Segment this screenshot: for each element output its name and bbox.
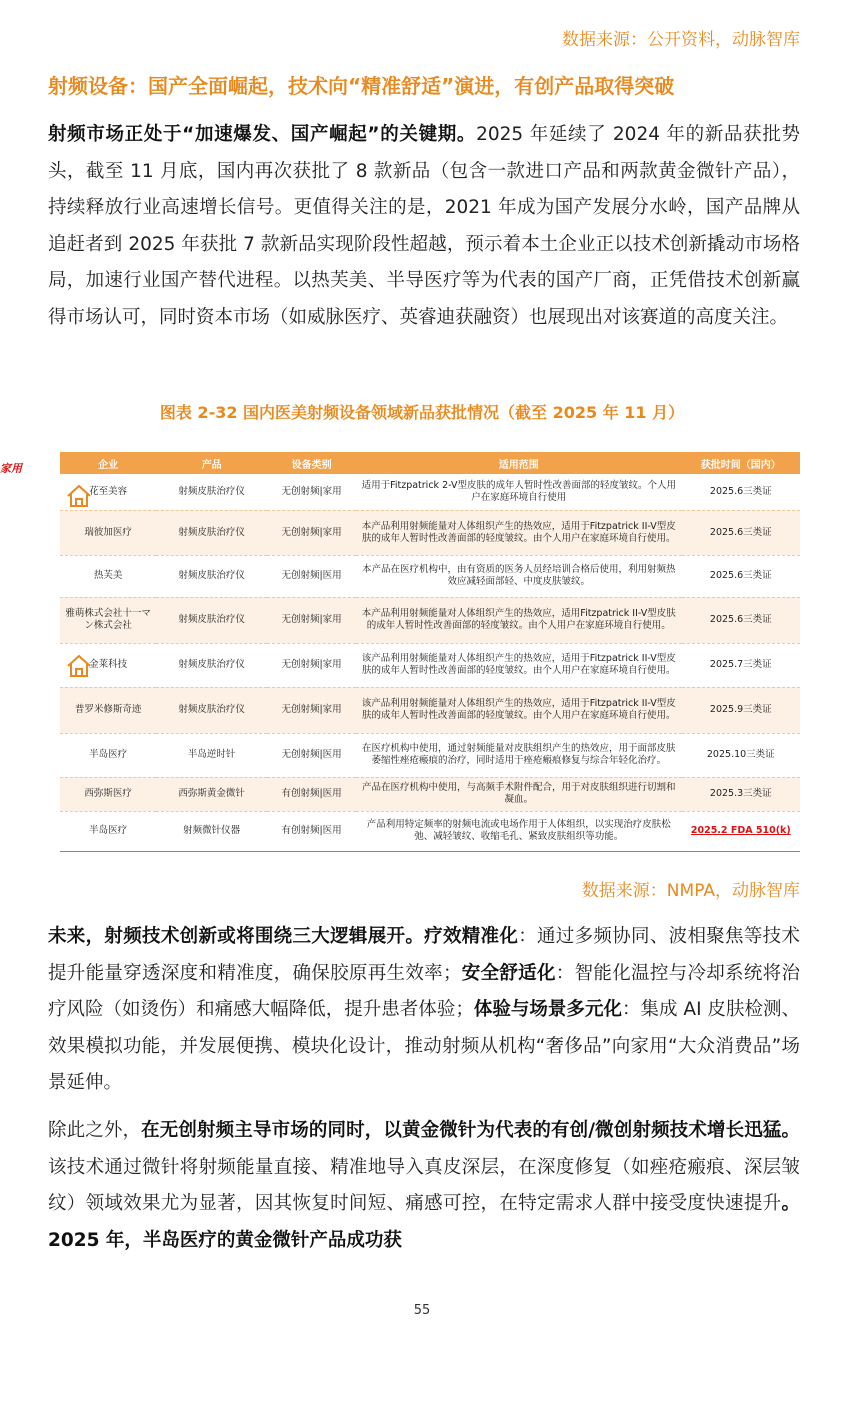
section-heading: 射频设备：国产全面崛起，技术向“精准舒适”演进，有创产品取得突破 xyxy=(48,74,675,98)
cell-scope: 本产品在医疗机构中，由有资质的医务人员经培训合格后使用，利用射频热效应减轻面部轻、中度皮肤皱纹。 xyxy=(356,555,682,597)
cell-date: 2025.6三类证 xyxy=(682,474,800,510)
table-row xyxy=(60,643,800,687)
cell-company: 雅萌株式会社十一マン株式会社 xyxy=(60,597,156,643)
cell-company: 西弥斯医疗 xyxy=(60,777,156,811)
cell-company: 瑞彼加医疗 xyxy=(60,510,156,555)
cell-date: 2025.6三类证 xyxy=(682,555,800,597)
table-row xyxy=(60,597,800,643)
paragraph-microneedle xyxy=(48,1113,800,1259)
approval-table xyxy=(60,452,800,852)
figure-caption: 图表 2-32 国内医美射频设备领域新品获批情况（截至 2025 年 11 月） xyxy=(159,403,685,422)
cell-scope: 该产品利用射频能量对人体组织产生的热效应，适用于Fitzpatrick II-V型皮肤的成年人暂时性改善面部的轻度皱纹。由个人用户在家庭环境自行使用。 xyxy=(356,643,682,687)
table-row xyxy=(60,733,800,777)
table-row xyxy=(60,474,800,510)
cell-scope: 在医疗机构中使用，通过射频能量对皮肤组织产生的热效应，用于面部皮肤萎缩性痤疮瘢痕的治疗，同时适用于痤疮瘢痕修复与综合年轻化治疗。 xyxy=(356,733,682,777)
cell-category: 有创射频|医用 xyxy=(267,811,356,851)
cell-company: 花至美容 xyxy=(60,474,156,510)
bold-term: 安全舒适化 xyxy=(461,962,556,984)
cell-company: 半岛医疗 xyxy=(60,733,156,777)
header-scope: 适用范围 xyxy=(356,452,682,474)
cell-product: 射频皮肤治疗仪 xyxy=(156,510,267,555)
cell-date: 2025.6三类证 xyxy=(682,597,800,643)
cell-category: 有创射频|医用 xyxy=(267,777,356,811)
text-span: 除此之外， xyxy=(48,1120,142,1141)
cell-category: 无创射频|家用 xyxy=(267,643,356,687)
text-span: ：通过多频协同、波相聚焦等技术提升能量穿透深度和精准度，确保胶原再生效率； xyxy=(48,926,800,984)
table-row xyxy=(60,555,800,597)
cell-category: 无创射频|医用 xyxy=(267,733,356,777)
cell-date: 2025.10三类证 xyxy=(682,733,800,777)
cell-product: 射频微针仪器 xyxy=(156,811,267,851)
header-company: 企业 xyxy=(60,452,156,474)
cell-product: 射频皮肤治疗仪 xyxy=(156,555,267,597)
cell-product: 射频皮肤治疗仪 xyxy=(156,474,267,510)
table-header-row xyxy=(60,452,800,474)
bold-lead: 未来，射频技术创新或将围绕三大逻辑展开。 xyxy=(48,926,425,947)
home-use-label: 家用 xyxy=(0,462,22,475)
bold-term: 疗效精准化 xyxy=(424,926,519,947)
text-span: ：集成 AI 皮肤检测、效果模拟功能，并发展便携、模块化设计，推动射频从机构“奢侈品”向家用“大众消费品”场景延伸。 xyxy=(48,999,800,1094)
cell-product: 射频皮肤治疗仪 xyxy=(156,643,267,687)
table-row xyxy=(60,777,800,811)
table-row xyxy=(60,811,800,851)
cell-company: 热芙美 xyxy=(60,555,156,597)
cell-scope: 该产品利用射频能量对人体组织产生的热效应，适用于Fitzpatrick II-V型皮肤的成年人暂时性改善面部的轻度皱纹。由个人用户在家庭环境自行使用。 xyxy=(356,687,682,733)
cell-product: 射频皮肤治疗仪 xyxy=(156,597,267,643)
source-note-bottom: 数据来源：NMPA，动脉智库 xyxy=(581,881,800,901)
cell-date: 2025.7三类证 xyxy=(682,643,800,687)
cell-company: 普罗米修斯奇迹 xyxy=(60,687,156,733)
cell-scope: 适用于Fitzpatrick 2-V型皮肤的成年人暂时性改善面部的轻度皱纹。个人用户在家庭环境自行使用 xyxy=(356,474,682,510)
page-number: 55 xyxy=(413,1303,431,1318)
cell-date-fda: 2025.2 FDA 510(k) xyxy=(682,811,800,851)
cell-category: 无创射频|家用 xyxy=(267,597,356,643)
cell-category: 无创射频|医用 xyxy=(267,555,356,597)
table-row xyxy=(60,510,800,555)
bold-term: 体验与场景多元化 xyxy=(473,999,622,1021)
paragraph-lead: 射频市场正处于“加速爆发、国产崛起”的关键期。 xyxy=(48,124,477,145)
cell-date: 2025.9三类证 xyxy=(682,687,800,733)
cell-product: 射频皮肤治疗仪 xyxy=(156,687,267,733)
cell-scope: 本产品利用射频能量对人体组织产生的热效应，适用Fitzpatrick II-V型皮肤的成年人暂时性改善面部的轻度皱纹。由个人用户在家庭环境自行使用。 xyxy=(356,597,682,643)
header-category: 设备类别 xyxy=(267,452,356,474)
cell-scope: 产品在医疗机构中使用，与高频手术附件配合，用于对皮肤组织进行切割和凝血。 xyxy=(356,777,682,811)
header-approval-date: 获批时间（国内） xyxy=(682,452,800,474)
bold-span: 。2025 年，半岛医疗的黄金微针产品成功获 xyxy=(48,1193,800,1251)
paragraph-market xyxy=(48,117,800,337)
cell-category: 无创射频|家用 xyxy=(267,687,356,733)
cell-product: 西弥斯黄金微针 xyxy=(156,777,267,811)
cell-category: 无创射频|家用 xyxy=(267,474,356,510)
text-span: ：智能化温控与冷却系统将治疗风险（如烫伤）和痛感大幅降低，提升患者体验； xyxy=(48,962,800,1021)
cell-category: 无创射频|家用 xyxy=(267,510,356,555)
cell-company: 金莱科技 xyxy=(60,643,156,687)
bold-span: 在无创射频主导市场的同时，以黄金微针为代表的有创/微创射频技术增长迅猛。 xyxy=(141,1120,800,1141)
cell-product: 半岛逆时针 xyxy=(156,733,267,777)
source-note-top: 数据来源：公开资料，动脉智库 xyxy=(562,30,800,50)
paragraph-future xyxy=(48,919,800,1102)
cell-date: 2025.6三类证 xyxy=(682,510,800,555)
header-product: 产品 xyxy=(156,452,267,474)
cell-date: 2025.3三类证 xyxy=(682,777,800,811)
text-span: 该技术通过微针将射频能量直接、精准地导入真皮深层，在深度修复（如痤疮瘢痕、深层皱纹）领域效果尤为显著，因其恢复时间短、痛感可控，在特定需求人群中接受度快速提升 xyxy=(48,1156,800,1215)
cell-scope: 本产品利用射频能量对人体组织产生的热效应，适用于Fitzpatrick II-V型皮肤的成年人暂时性改善面部的轻度皱纹。由个人用户在家庭环境自行使用。 xyxy=(356,510,682,555)
paragraph-body: 2025 年延续了 2024 年的新品获批势头，截至 11 月底，国内再次获批了 8 款新品（包含一款进口产品和两款黄金微针产品），持续释放行业高速增长信号。更值得关注的是，2021 年成为国产发展分水岭，国产品牌从追赶者到 2025 年获批 7 款新品实现阶段性超越，预示着本土企业正以技术创新撬动市场格局，加速行业国产替代进程。以热芙美、半导医疗等为代表的国产厂商，正凭借技术创新赢得市场认可，同时资本市场（如威脉医疗、英睿迪获融资）也展现出对该赛道的高度关注。 xyxy=(48,124,800,328)
cell-company: 半岛医疗 xyxy=(60,811,156,851)
cell-scope: 产品利用特定频率的射频电流或电场作用于人体组织，以实现治疗皮肤松弛、减轻皱纹、收缩毛孔、紧致皮肤组织等功能。 xyxy=(356,811,682,851)
table-row xyxy=(60,687,800,733)
